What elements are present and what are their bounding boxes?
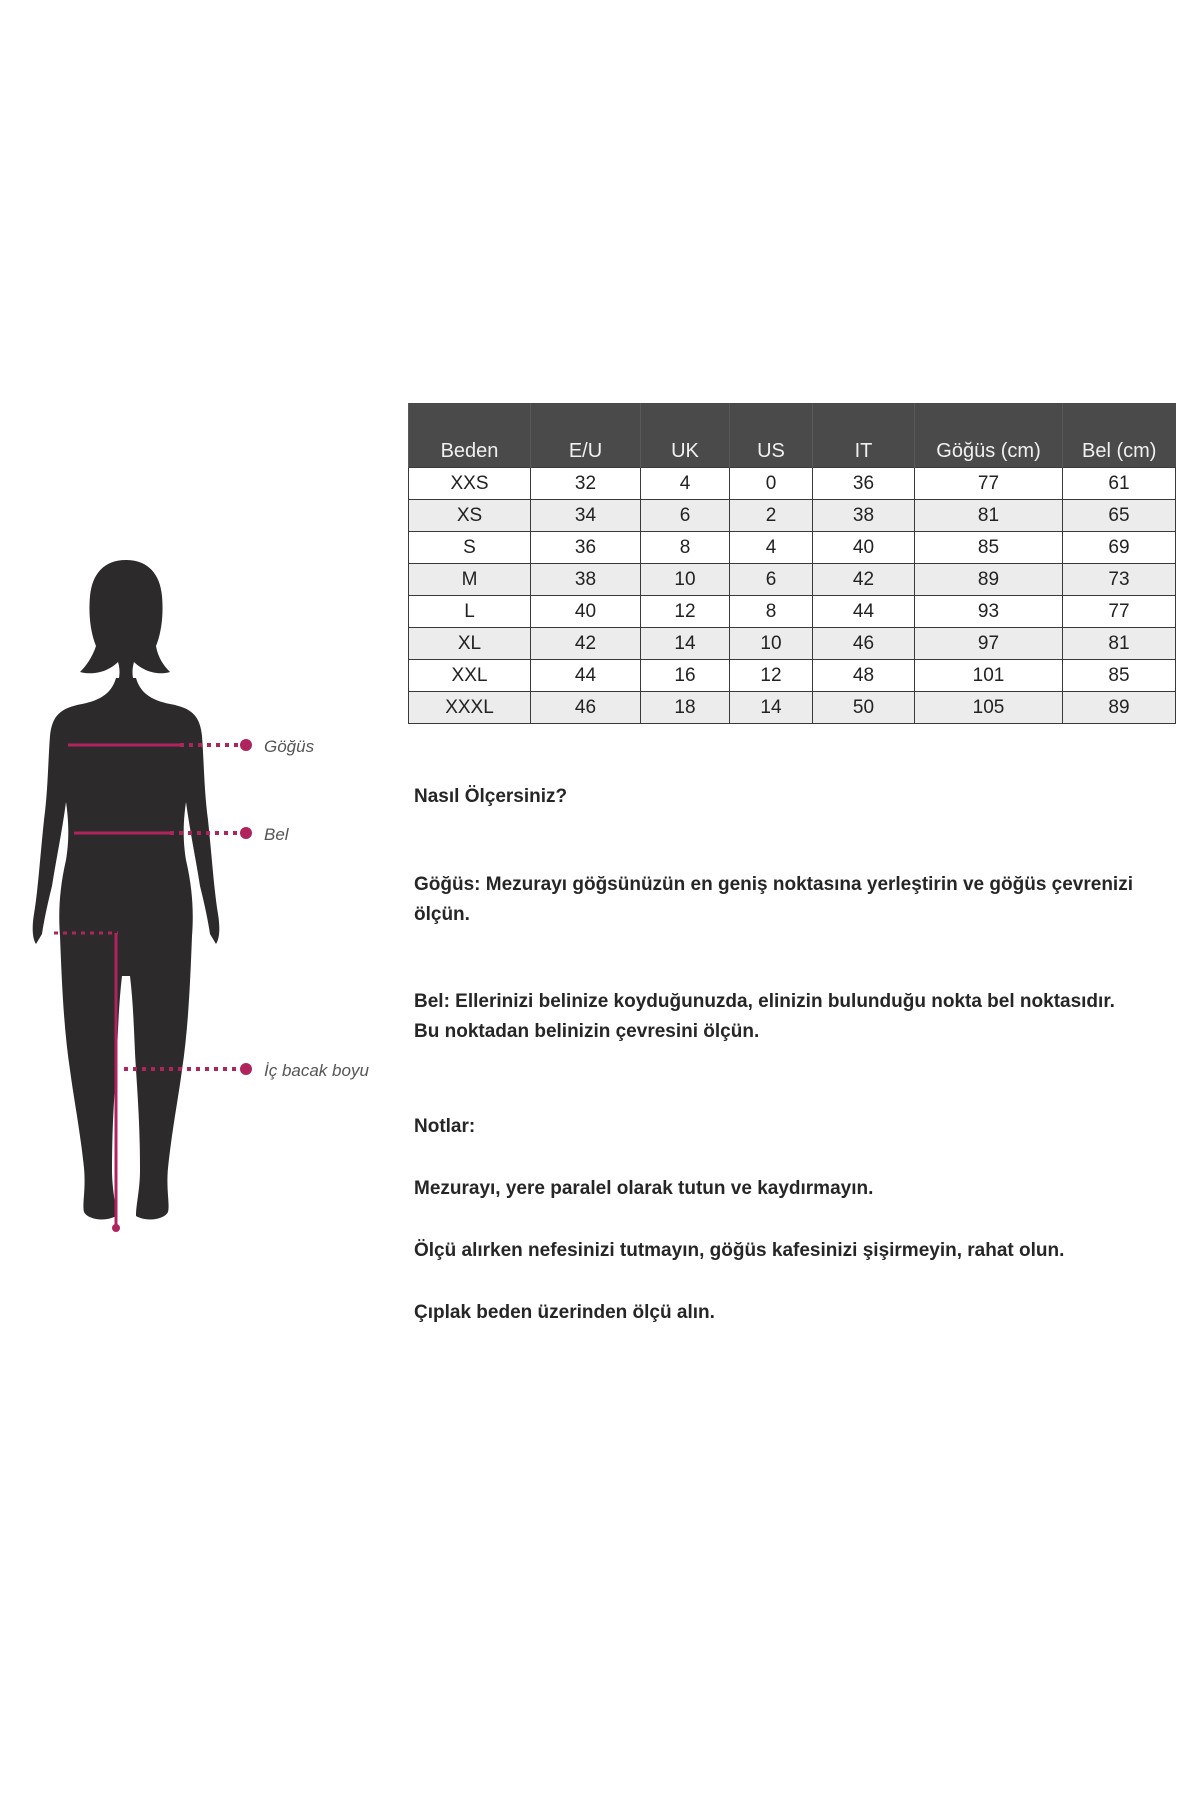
table-cell: S: [409, 532, 531, 564]
table-cell: 32: [531, 468, 641, 500]
table-cell: 77: [915, 468, 1063, 500]
table-cell: 46: [531, 692, 641, 724]
table-cell: 101: [915, 660, 1063, 692]
table-cell: 97: [915, 628, 1063, 660]
table-cell: 10: [730, 628, 813, 660]
table-row: [409, 628, 1176, 660]
table-cell: 81: [1063, 628, 1176, 660]
note-item: Çıplak beden üzerinden ölçü alın.: [414, 1302, 715, 1323]
column-header: Göğüs (cm): [915, 403, 1063, 468]
table-cell: 36: [813, 468, 915, 500]
table-cell: 8: [641, 532, 730, 564]
table-cell: 34: [531, 500, 641, 532]
table-row: [409, 564, 1176, 596]
table-cell: 85: [1063, 660, 1176, 692]
table-row: [409, 532, 1176, 564]
waist-instruction: [414, 987, 1174, 1047]
chest-instruction: Göğüs: Mezurayı göğsünüzün en geniş noktasına yerleştirin ve göğüs çevrenizi ölçün.: [414, 874, 1133, 925]
table-cell: 65: [1063, 500, 1176, 532]
table-cell: 61: [1063, 468, 1176, 500]
table-row: [409, 660, 1176, 692]
table-row: [409, 468, 1176, 500]
table-row: [409, 692, 1176, 724]
chest-label: Göğüs: [264, 737, 315, 756]
table-cell: 4: [730, 532, 813, 564]
table-cell: XXXL: [409, 692, 531, 724]
table-cell: 8: [730, 596, 813, 628]
table-cell: XXS: [409, 468, 531, 500]
table-cell: 4: [641, 468, 730, 500]
body-measurement-figure: [0, 540, 400, 1280]
table-cell: 42: [531, 628, 641, 660]
table-cell: 105: [915, 692, 1063, 724]
table-cell: M: [409, 564, 531, 596]
column-header: IT: [813, 403, 915, 468]
table-cell: 89: [1063, 692, 1176, 724]
column-header: Beden: [409, 403, 531, 468]
column-header: Bel (cm): [1063, 403, 1176, 468]
inseam-label: İç bacak boyu: [264, 1061, 369, 1080]
table-cell: 40: [813, 532, 915, 564]
table-cell: 69: [1063, 532, 1176, 564]
table-cell: 2: [730, 500, 813, 532]
table-cell: XL: [409, 628, 531, 660]
table-row: [409, 596, 1176, 628]
notes-heading: Notlar:: [414, 1116, 476, 1137]
waist-label: Bel: [264, 825, 289, 844]
table-cell: 10: [641, 564, 730, 596]
size-chart: [408, 403, 1175, 724]
waist-instruction-line-2: Bu noktadan belinizin çevresini ölçün.: [414, 1021, 760, 1042]
table-cell: 12: [730, 660, 813, 692]
table-cell: XXL: [409, 660, 531, 692]
column-header: E/U: [531, 403, 641, 468]
note-item: Ölçü alırken nefesinizi tutmayın, göğüs kafesinizi şişirmeyin, rahat olun.: [414, 1240, 1065, 1261]
table-header-row: [409, 403, 1176, 468]
table-cell: 36: [531, 532, 641, 564]
table-cell: 93: [915, 596, 1063, 628]
table-cell: 6: [730, 564, 813, 596]
table-cell: 89: [915, 564, 1063, 596]
table-cell: 42: [813, 564, 915, 596]
table-cell: 14: [641, 628, 730, 660]
table-cell: 50: [813, 692, 915, 724]
table-cell: 77: [1063, 596, 1176, 628]
table-cell: 0: [730, 468, 813, 500]
table-cell: 73: [1063, 564, 1176, 596]
table-cell: 46: [813, 628, 915, 660]
table-row: [409, 500, 1176, 532]
table-cell: 16: [641, 660, 730, 692]
how-to-measure-heading: Nasıl Ölçersiniz?: [414, 786, 568, 807]
size-table: [408, 403, 1176, 724]
table-cell: 85: [915, 532, 1063, 564]
table-cell: 48: [813, 660, 915, 692]
table-cell: L: [409, 596, 531, 628]
waist-instruction-line-1: Bel: Ellerinizi belinize koyduğunuzda, elinizin bulunduğu nokta bel noktasıdır.: [414, 991, 1115, 1012]
table-cell: 38: [531, 564, 641, 596]
table-cell: 40: [531, 596, 641, 628]
table-cell: 44: [813, 596, 915, 628]
table-cell: 14: [730, 692, 813, 724]
table-cell: 38: [813, 500, 915, 532]
table-cell: 18: [641, 692, 730, 724]
female-silhouette-icon: [0, 540, 400, 1280]
table-cell: XS: [409, 500, 531, 532]
note-item: Mezurayı, yere paralel olarak tutun ve kaydırmayın.: [414, 1178, 874, 1199]
column-header: US: [730, 403, 813, 468]
table-cell: 12: [641, 596, 730, 628]
table-cell: 44: [531, 660, 641, 692]
column-header: UK: [641, 403, 730, 468]
silhouette-head: [80, 560, 170, 682]
table-cell: 6: [641, 500, 730, 532]
table-cell: 81: [915, 500, 1063, 532]
silhouette-body: [33, 678, 220, 1219]
